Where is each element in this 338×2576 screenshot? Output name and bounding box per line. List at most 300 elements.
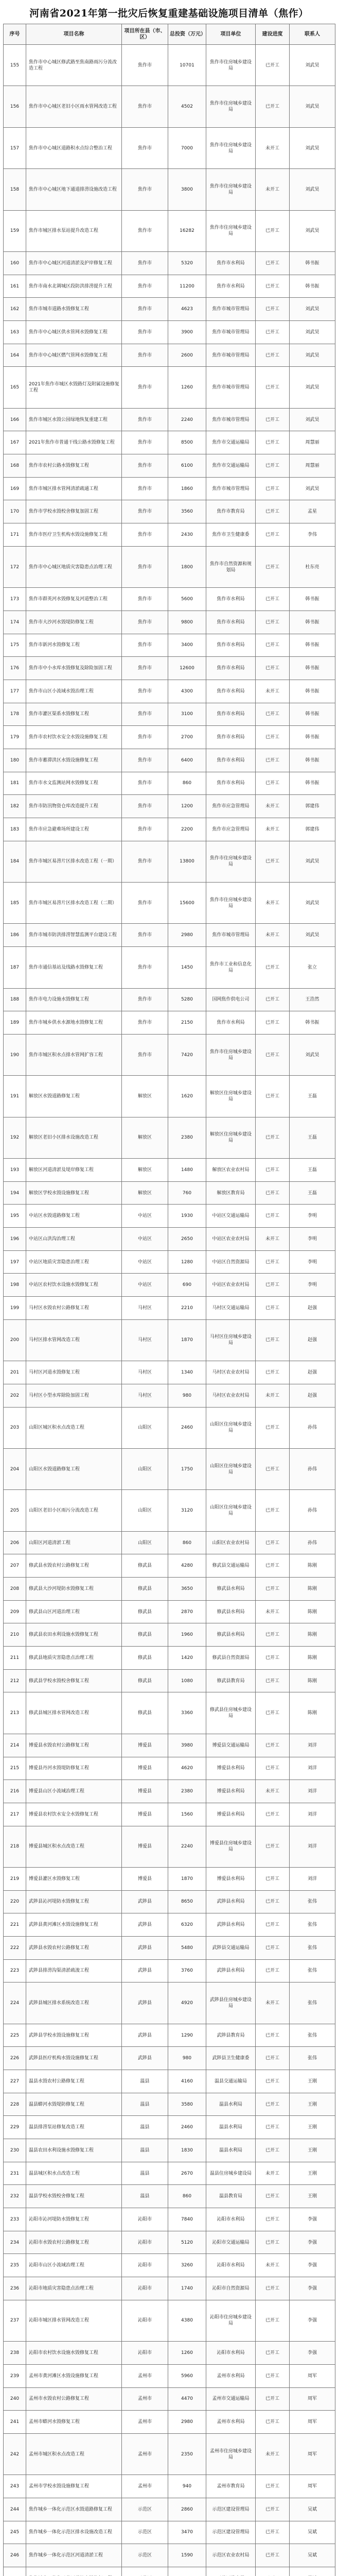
cell-investment: 980 [168, 2047, 206, 2070]
cell-project-name: 马村区排水管网改造工程 [26, 1319, 122, 1361]
cell-owner: 示范区建设管理局 [206, 2521, 256, 2544]
cell-project-name: 博爱县水毁农村公路修复工程 [26, 1734, 122, 1757]
cell-owner: 焦作市城市管理局 [206, 924, 256, 947]
cell-progress: 已开工 [256, 546, 290, 587]
cell-location: 示范区 [122, 2544, 168, 2567]
cell-location: 焦作市 [122, 703, 168, 726]
cell-progress: 已开工 [256, 367, 290, 408]
cell-investment: 8650 [168, 1890, 206, 1913]
cell-investment: 10701 [168, 45, 206, 86]
cell-investment: 3900 [168, 321, 206, 344]
cell-progress: 已开工 [256, 2411, 290, 2434]
cell-project-name: 焦作市城区积水点排水管网扩容工程 [26, 1034, 122, 1075]
cell-progress: 已开工 [256, 2185, 290, 2208]
table-row [4, 1826, 335, 1867]
table-row [4, 2024, 335, 2047]
cell-progress: 已开工 [256, 523, 290, 547]
cell-project-name: 沁阳市农村饮水设施水毁修复工程 [26, 2342, 122, 2365]
cell-seq: 227 [4, 2070, 26, 2093]
cell-investment: 3260 [168, 2254, 206, 2277]
cell-owner: 中站区自然资源局 [206, 1250, 256, 1274]
cell-contact: 韩书振 [290, 1011, 335, 1035]
cell-location: 焦作市 [122, 988, 168, 1011]
cell-seq: 193 [4, 1159, 26, 1182]
cell-project-name: 焦作市山区小流域水毁治理工程 [26, 680, 122, 703]
table-row [4, 210, 335, 251]
cell-owner: 温县水利局 [206, 2093, 256, 2116]
cell-investment: 11200 [168, 275, 206, 298]
cell-owner: 博爱县交通运输局 [206, 1734, 256, 1757]
cell-contact: 刘武昊 [290, 45, 335, 86]
cell-investment: 1280 [168, 1250, 206, 1274]
table-row [4, 2567, 335, 2576]
cell-seq: 234 [4, 2231, 26, 2254]
cell-contact: 刘洋 [290, 1803, 335, 1826]
cell-project-name: 修武县山区河道治理工程 [26, 1600, 122, 1623]
cell-location: 武陟县 [122, 1936, 168, 1959]
table-row [4, 2364, 335, 2387]
cell-seq: 215 [4, 1757, 26, 1780]
cell-progress: 已开工 [256, 657, 290, 680]
cell-contact: 周军 [290, 2475, 335, 2498]
cell-investment: 1830 [168, 2139, 206, 2162]
table-row [4, 1274, 335, 1297]
cell-project-name: 焦作市城市道路水毁修复工程 [26, 298, 122, 321]
cell-contact: 李强 [290, 2277, 335, 2300]
cell-progress: 已开工 [256, 2521, 290, 2544]
cell-progress: 已开工 [256, 588, 290, 611]
cell-progress: 未开工 [256, 1384, 290, 1407]
cell-project-name: 修武县城区排水管网改造工程 [26, 1692, 122, 1734]
cell-investment: 9800 [168, 611, 206, 634]
table-row [4, 680, 335, 703]
cell-project-name: 武陟县医疗机构水毁设施修复工程 [26, 2047, 122, 2070]
cell-owner: 马村区住房城乡建设局 [206, 1319, 256, 1361]
cell-progress: 已开工 [256, 1647, 290, 1670]
cell-owner: 焦作市住房城乡建设局 [206, 1034, 256, 1075]
cell-contact: 李明 [290, 1205, 335, 1228]
cell-owner: 博爱县水利局 [206, 1780, 256, 1803]
cell-location: 博爱县 [122, 1867, 168, 1890]
cell-project-name: 焦作市城区水毁公园绿地恢复重建工程 [26, 408, 122, 431]
cell-owner: 焦作市住房城乡建设局 [206, 210, 256, 251]
cell-location: 沁阳市 [122, 2208, 168, 2231]
cell-seq: 243 [4, 2475, 26, 2498]
cell-investment: 760 [168, 1181, 206, 1205]
cell-project-name: 博爱县农村饮水安全水毁修复工程 [26, 1803, 122, 1826]
cell-progress: 已开工 [256, 2498, 290, 2521]
table-row [4, 2300, 335, 2341]
cell-project-name: 2021年焦作市城区水毁路灯及附属设施修复工程 [26, 367, 122, 408]
table-row [4, 1297, 335, 1320]
cell-project-name: 焦作市中心城区地下通道排涝设施改造工程 [26, 169, 122, 210]
cell-investment: 3360 [168, 1692, 206, 1734]
table-row [4, 2070, 335, 2093]
cell-seq: 226 [4, 2047, 26, 2070]
cell-owner: 温县住房城乡建设局 [206, 2162, 256, 2185]
cell-progress: 已开工 [256, 2116, 290, 2139]
table-row [4, 1578, 335, 1601]
cell-location: 沁阳市 [122, 2231, 168, 2254]
cell-owner: 焦作市住房城乡建设局 [206, 127, 256, 168]
cell-project-name: 沁阳市城区排水管网改造工程 [26, 2300, 122, 2341]
cell-seq: 182 [4, 795, 26, 818]
cell-location: 焦作市 [122, 321, 168, 344]
cell-owner: 博爱县水利局 [206, 1867, 256, 1890]
cell-contact: 张伟 [290, 1913, 335, 1937]
cell-progress: 已开工 [256, 2070, 290, 2093]
table-row [4, 1181, 335, 1205]
cell-location: 焦作市 [122, 634, 168, 657]
cell-contact: 赵强 [290, 1361, 335, 1384]
cell-location: 中站区 [122, 1274, 168, 1297]
table-row [4, 523, 335, 547]
cell-progress: 已开工 [256, 634, 290, 657]
cell-progress: 未开工 [256, 2162, 290, 2185]
cell-owner: 武陟县水利局 [206, 1959, 256, 1982]
cell-location: 焦作市 [122, 726, 168, 749]
cell-investment: 2860 [168, 2498, 206, 2521]
cell-contact: 刘武昊 [290, 883, 335, 924]
cell-progress: 已开工 [256, 726, 290, 749]
table-row [4, 726, 335, 749]
table-row [4, 2342, 335, 2365]
cell-project-name: 沁阳市山区小流域治理工程 [26, 2254, 122, 2277]
cell-owner: 焦作市交通运输局 [206, 431, 256, 454]
cell-seq: 175 [4, 634, 26, 657]
cell-seq: 237 [4, 2300, 26, 2341]
cell-progress: 已开工 [256, 1490, 290, 1531]
cell-progress: 未开工 [256, 1780, 290, 1803]
table-row [4, 2254, 335, 2277]
table-row [4, 45, 335, 86]
cell-owner: 焦作市水利局 [206, 611, 256, 634]
cell-project-name: 武陟县黄河滩区水毁设施修复工程 [26, 1913, 122, 1937]
cell-location: 中站区 [122, 1228, 168, 1251]
cell-investment: 2200 [168, 818, 206, 841]
cell-project-name: 焦作市电力设施水毁修复工程 [26, 988, 122, 1011]
table-row [4, 1407, 335, 1448]
cell-project-name: 山阳区城区积水点改造工程 [26, 1407, 122, 1448]
cell-seq: 207 [4, 1554, 26, 1578]
cell-seq: 212 [4, 1669, 26, 1692]
cell-location: 修武县 [122, 1692, 168, 1734]
table-row [4, 298, 335, 321]
cell-seq: 187 [4, 947, 26, 988]
table-row [4, 1531, 335, 1554]
table-row [4, 1554, 335, 1578]
cell-contact: 刘洋 [290, 1867, 335, 1890]
cell-location: 山阳区 [122, 1407, 168, 1448]
cell-progress: 已开工 [256, 408, 290, 431]
cell-investment: 4920 [168, 1982, 206, 2024]
cell-owner: 修武县教育局 [206, 1669, 256, 1692]
cell-seq: 159 [4, 210, 26, 251]
cell-progress: 已开工 [256, 45, 290, 86]
cell-project-name: 焦作市城区易涝片区排水改造工程（二期） [26, 883, 122, 924]
cell-location: 焦作市 [122, 546, 168, 587]
cell-location: 焦作市 [122, 1034, 168, 1075]
cell-project-name: 焦作市应急避难场所建设工程 [26, 818, 122, 841]
cell-project-name: 焦作市农村饮水安全水毁设施修复工程 [26, 726, 122, 749]
cell-seq: 209 [4, 1600, 26, 1623]
cell-investment: 1560 [168, 1803, 206, 1826]
cell-owner: 示范区建设管理局 [206, 2498, 256, 2521]
cell-project-name: 博爱县灌区水毁修复工程 [26, 1867, 122, 1890]
cell-owner: 焦作市教育局 [206, 500, 256, 523]
cell-investment: 3980 [168, 1734, 206, 1757]
cell-progress: 已开工 [256, 252, 290, 275]
cell-location: 武陟县 [122, 1959, 168, 1982]
cell-progress: 已开工 [256, 1959, 290, 1982]
cell-project-name: 中站区水毁道路修复工程 [26, 1205, 122, 1228]
table-row [4, 252, 335, 275]
cell-location: 温县 [122, 2070, 168, 2093]
cell-seq: 230 [4, 2139, 26, 2162]
cell-location: 焦作市 [122, 45, 168, 86]
cell-contact: 韩书振 [290, 275, 335, 298]
cell-location: 焦作市 [122, 772, 168, 795]
cell-contact: 张伟 [290, 1959, 335, 1982]
cell-investment: 2980 [168, 924, 206, 947]
cell-seq: 168 [4, 454, 26, 478]
header-location: 项目所在县（市、区） [122, 24, 168, 45]
table-row [4, 2231, 335, 2254]
cell-investment: 1260 [168, 2342, 206, 2365]
cell-location: 焦作市 [122, 795, 168, 818]
cell-location: 焦作市 [122, 924, 168, 947]
cell-owner: 焦作市工业和信息化局 [206, 947, 256, 988]
cell-project-name: 焦作市防汛物资仓库改造提升工程 [26, 795, 122, 818]
table-row [4, 1913, 335, 1937]
table-row [4, 546, 335, 587]
cell-progress: 已开工 [256, 1554, 290, 1578]
cell-investment: 2460 [168, 1407, 206, 1448]
cell-progress: 已开工 [256, 1936, 290, 1959]
cell-investment: 4300 [168, 680, 206, 703]
cell-project-name: 修武县地质灾害隐患点治理工程 [26, 1647, 122, 1670]
cell-owner: 博爱县住房城乡建设局 [206, 1826, 256, 1867]
cell-location: 武陟县 [122, 1982, 168, 2024]
cell-progress: 已开工 [256, 1448, 290, 1489]
cell-location: 武陟县 [122, 1890, 168, 1913]
cell-seq: 211 [4, 1647, 26, 1670]
cell-contact: 韩书振 [290, 680, 335, 703]
cell-seq: 164 [4, 344, 26, 367]
cell-seq: 240 [4, 2387, 26, 2411]
cell-investment: 1800 [168, 546, 206, 587]
cell-owner: 沁阳市水利局 [206, 2208, 256, 2231]
cell-location: 焦作市 [122, 86, 168, 127]
cell-investment: 13800 [168, 841, 206, 882]
cell-project-name: 沁阳市沁河堤防水毁修复工程 [26, 2208, 122, 2231]
cell-project-name: 山阳区水毁道路修复工程 [26, 1448, 122, 1489]
cell-progress: 未开工 [256, 1600, 290, 1623]
cell-investment: 1450 [168, 947, 206, 988]
cell-investment: 3580 [168, 2093, 206, 2116]
cell-progress: 已开工 [256, 1076, 290, 1117]
cell-progress: 已开工 [256, 2277, 290, 2300]
cell-contact: 刘武昊 [290, 1034, 335, 1075]
cell-progress: 已开工 [256, 1669, 290, 1692]
cell-progress: 未开工 [256, 924, 290, 947]
cell-contact: 孟星 [290, 500, 335, 523]
cell-owner: 焦作市应急管理局 [206, 818, 256, 841]
table-row [4, 841, 335, 882]
cell-project-name: 焦作市城区易涝片区排水改造工程（一期） [26, 841, 122, 882]
cell-owner: 武陟县交通运输局 [206, 1936, 256, 1959]
cell-investment: 4380 [168, 2300, 206, 2341]
cell-contact: 孙伟 [290, 1448, 335, 1489]
table-row [4, 1959, 335, 1982]
table-row [4, 1076, 335, 1117]
cell-project-name: 山阳区河道清淤工程 [26, 1531, 122, 1554]
cell-contact: 韩书振 [290, 611, 335, 634]
cell-project-name: 焦作市水文监测站网水毁修复工程 [26, 772, 122, 795]
cell-location: 马村区 [122, 1384, 168, 1407]
table-row [4, 1011, 335, 1035]
cell-owner: 修武县住房城乡建设局 [206, 1692, 256, 1734]
cell-owner: 焦作市住房城乡建设局 [206, 169, 256, 210]
table-row [4, 2185, 335, 2208]
cell-owner: 解放区住房城乡建设局 [206, 1117, 256, 1158]
cell-progress [256, 2567, 290, 2576]
cell-owner: 博爱县水利局 [206, 1803, 256, 1826]
table-row [4, 1448, 335, 1489]
cell-contact: 周慧丽 [290, 431, 335, 454]
cell-seq: 220 [4, 1890, 26, 1913]
table-row [4, 657, 335, 680]
table-row [4, 2498, 335, 2521]
cell-progress: 已开工 [256, 1274, 290, 1297]
cell-contact: 孙伟 [290, 1531, 335, 1554]
cell-owner: 温县交通运输局 [206, 2070, 256, 2093]
cell-location: 焦作市 [122, 408, 168, 431]
cell-contact: 李强 [290, 2254, 335, 2277]
cell-owner: 焦作市水利局 [206, 749, 256, 772]
table-row [4, 1867, 335, 1890]
table-row [4, 275, 335, 298]
cell-progress: 已开工 [256, 2093, 290, 2116]
cell-investment: 6100 [168, 454, 206, 478]
cell-contact: 刘洋 [290, 1826, 335, 1867]
cell-seq: 185 [4, 883, 26, 924]
cell-owner: 焦作市住房城乡建设局 [206, 86, 256, 127]
cell-investment: 1930 [168, 1205, 206, 1228]
cell-project-name: 沁阳市地质灾害隐患点治理工程 [26, 2277, 122, 2300]
table-row [4, 988, 335, 1011]
cell-progress: 已开工 [256, 1734, 290, 1757]
cell-progress: 已开工 [256, 298, 290, 321]
table-body [4, 45, 335, 2576]
cell-contact: 张伟 [290, 1890, 335, 1913]
cell-progress: 已开工 [256, 2047, 290, 2070]
cell-progress: 已开工 [256, 1159, 290, 1182]
cell-seq: 161 [4, 275, 26, 298]
cell-project-name: 中站区地质灾害隐患治理工程 [26, 1250, 122, 1274]
cell-progress: 未开工 [256, 883, 290, 924]
cell-location: 焦作市 [122, 680, 168, 703]
cell-project-name: 温县城区积水点改造工程 [26, 2162, 122, 2185]
table-row [4, 321, 335, 344]
header-progress: 建设进度 [256, 24, 290, 45]
cell-owner: 焦作市水利局 [206, 703, 256, 726]
cell-progress: 已开工 [256, 1826, 290, 1867]
cell-seq: 204 [4, 1448, 26, 1489]
cell-contact: 周军 [290, 2387, 335, 2411]
cell-progress: 已开工 [256, 1531, 290, 1554]
cell-project-name: 焦作市中心城区地质灾害隐患点治理工程 [26, 546, 122, 587]
cell-location: 焦作市 [122, 298, 168, 321]
cell-seq: 200 [4, 1319, 26, 1361]
cell-contact: 王磊 [290, 1076, 335, 1117]
cell-project-name: 孟州市黄河滩区水毁设施修复工程 [26, 2364, 122, 2387]
cell-location: 修武县 [122, 1669, 168, 1692]
cell-seq: 173 [4, 588, 26, 611]
cell-progress: 已开工 [256, 500, 290, 523]
cell-investment: 2240 [168, 1826, 206, 1867]
cell-owner: 孟州市住房城乡建设局 [206, 2433, 256, 2475]
cell-progress: 已开工 [256, 1623, 290, 1647]
cell-location: 博爱县 [122, 1803, 168, 1826]
cell-seq: 160 [4, 252, 26, 275]
cell-location: 山阳区 [122, 1448, 168, 1489]
cell-progress: 已开工 [256, 1890, 290, 1913]
cell-location: 博爱县 [122, 1780, 168, 1803]
cell-investment: 2210 [168, 1297, 206, 1320]
cell-location: 修武县 [122, 1647, 168, 1670]
cell-progress: 已开工 [256, 988, 290, 1011]
cell-investment: 860 [168, 2185, 206, 2208]
cell-owner: 焦作市交通运输局 [206, 454, 256, 478]
cell-project-name: 修武县大沙河堤防水毁修复工程 [26, 1578, 122, 1601]
cell-contact: 周军 [290, 2364, 335, 2387]
cell-progress: 已开工 [256, 1803, 290, 1826]
cell-location: 温县 [122, 2093, 168, 2116]
cell-seq: 189 [4, 1011, 26, 1035]
cell-location: 马村区 [122, 1361, 168, 1384]
cell-location: 焦作市 [122, 210, 168, 251]
cell-contact: 王刚 [290, 2070, 335, 2093]
cell-owner: 焦作市住房城乡建设局 [206, 883, 256, 924]
cell-owner: 中站区农业农村局 [206, 1274, 256, 1297]
cell-project-name: 博爱县山区小流域治理工程 [26, 1780, 122, 1803]
table-row [4, 408, 335, 431]
cell-contact: 韩书振 [290, 252, 335, 275]
cell-seq: 167 [4, 431, 26, 454]
cell-contact: 刘武昊 [290, 298, 335, 321]
cell-project-name: 温县蟒河水毁堤防修复工程 [26, 2093, 122, 2116]
cell-location: 焦作市 [122, 500, 168, 523]
cell-contact: 韩书振 [290, 657, 335, 680]
cell-location: 焦作市 [122, 169, 168, 210]
cell-seq: 231 [4, 2162, 26, 2185]
cell-owner: 解放区农业农村局 [206, 1159, 256, 1182]
cell-project-name: 焦作市城区排水管网清淤疏通工程 [26, 477, 122, 500]
cell-owner: 武陟县住房城乡建设局 [206, 1982, 256, 2024]
cell-owner: 山阳区住房城乡建设局 [206, 1490, 256, 1531]
cell-investment: 1290 [168, 2024, 206, 2047]
cell-contact: 刘洋 [290, 1780, 335, 1803]
cell-seq: 169 [4, 477, 26, 500]
cell-owner: 解放区教育局 [206, 1181, 256, 1205]
cell-seq: 218 [4, 1826, 26, 1867]
cell-seq: 216 [4, 1780, 26, 1803]
table-row [4, 588, 335, 611]
cell-investment: 4160 [168, 2070, 206, 2093]
cell-owner: 解放区住房城乡建设局 [206, 1076, 256, 1117]
cell-contact: 李伟 [290, 523, 335, 547]
